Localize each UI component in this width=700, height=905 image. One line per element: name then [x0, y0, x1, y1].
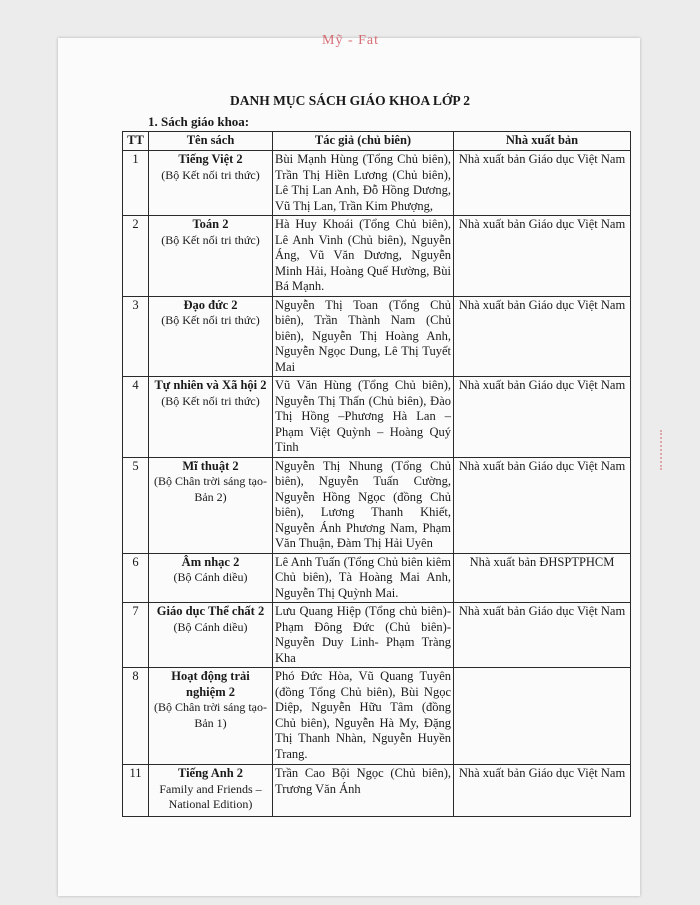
publisher-cell: Nhà xuất bản Giáo dục Việt Nam: [454, 377, 631, 458]
book-series: (Bộ Chân trời sáng tạo-Bản 1): [154, 700, 267, 730]
document-title: DANH MỤC SÁCH GIÁO KHOA LỚP 2: [229, 93, 470, 108]
row-number: 2: [123, 216, 149, 297]
book-series: (Bộ Kết nối tri thức): [161, 393, 260, 408]
authors-cell: Hà Huy Khoái (Tổng Chủ biên), Lê Anh Vinh (Chủ biên), Nguyễn Áng, Vũ Văn Dương, Nguyễn Minh Hải, Hoàng Quế Hường, Bùi Bá Mạnh.: [273, 216, 454, 297]
publisher-cell: Nhà xuất bản Giáo dục Việt Nam: [454, 151, 631, 216]
table-row: [123, 765, 631, 817]
book-name-cell: [149, 296, 273, 377]
book-name-cell: [149, 151, 273, 216]
row-number: 6: [123, 553, 149, 603]
book-title: Giáo dục Thể chất 2: [156, 604, 265, 618]
book-title: Tiếng Anh 2: [177, 766, 244, 780]
row-number: 5: [123, 457, 149, 553]
publisher-cell: Nhà xuất bản Giáo dục Việt Nam: [454, 603, 631, 668]
authors-cell: Phó Đức Hòa, Vũ Quang Tuyên (đồng Tổng Chủ biên), Bùi Ngọc Diệp, Nguyễn Hữu Tâm (đồng Chủ biên), Nguyễn Hà My, Đặng Thị Thanh Nhàn, Nguyễn Huyền Trang.: [273, 668, 454, 765]
book-title: Tự nhiên và Xã hội 2: [154, 378, 267, 392]
book-series: (Bộ Cánh diều): [173, 570, 248, 584]
edge-stamp-mark: [660, 430, 666, 470]
book-name-cell: [149, 603, 273, 668]
book-name-cell: [149, 553, 273, 603]
book-name-cell: [149, 377, 273, 458]
authors-cell: Vũ Văn Hùng (Tổng Chủ biên), Nguyễn Thị Thấn (Chủ biên), Đào Thị Hồng –Phương Hà Lan – Phạm Việt Quỳnh – Hoàng Quý Tỉnh: [273, 377, 454, 458]
authors-cell: Nguyễn Thị Toan (Tổng Chủ biên), Trần Thành Nam (Chủ biên), Nguyễn Thị Hoàng Anh, Nguyễn Ngọc Dung, Lê Thị Tuyết Mai: [273, 296, 454, 377]
row-number: 1: [123, 151, 149, 216]
table-row: [123, 603, 631, 668]
table-row: [123, 296, 631, 377]
table-row: [123, 457, 631, 553]
publisher-cell: [454, 668, 631, 765]
book-title: Tiếng Việt 2: [178, 152, 243, 166]
book-title: Đạo đức 2: [183, 297, 238, 312]
header-book-name: Tên sách: [149, 132, 273, 151]
authors-cell: Trần Cao Bội Ngọc (Chủ biên), Trương Văn Ánh: [273, 765, 454, 817]
publisher-cell: Nhà xuất bản Giáo dục Việt Nam: [454, 216, 631, 297]
table-row: [123, 216, 631, 297]
authors-cell: Lưu Quang Hiệp (Tổng chủ biên)- Phạm Đông Đức (Chủ biên)- Nguyễn Duy Linh- Phạm Tràng Kha: [273, 603, 454, 668]
textbook-table: [122, 131, 631, 817]
authors-cell: Lê Anh Tuấn (Tổng Chủ biên kiêm Chủ biên), Tà Hoàng Mai Anh, Nguyễn Thị Quỳnh Mai.: [273, 553, 454, 603]
row-number: 7: [123, 603, 149, 668]
section-heading: 1. Sách giáo khoa:: [148, 114, 250, 129]
table-row: [123, 377, 631, 458]
book-title: Hoạt động trải nghiệm 2: [171, 669, 250, 699]
publisher-cell: Nhà xuất bản ĐHSPTPHCM: [454, 553, 631, 603]
book-series: (Bộ Kết nối tri thức): [161, 167, 260, 182]
book-name-cell: [149, 216, 273, 297]
table-row: [123, 553, 631, 603]
table-row: [123, 151, 631, 216]
row-number: 11: [123, 765, 149, 817]
publisher-cell: Nhà xuất bản Giáo dục Việt Nam: [454, 765, 631, 817]
table-row: [123, 668, 631, 765]
book-name-cell: [149, 457, 273, 553]
book-title: Âm nhạc 2: [181, 554, 240, 569]
table-header-row: [123, 132, 631, 151]
header-authors: Tác giả (chủ biên): [273, 132, 454, 151]
book-title: Mĩ thuật 2: [182, 458, 239, 473]
authors-cell: Bùi Mạnh Hùng (Tổng Chủ biên), Trần Thị Hiền Lương (Chủ biên), Lê Thị Lan Anh, Đỗ Hồng Dương, Vũ Thị Lan, Trần Kim Phượng,: [273, 151, 454, 216]
book-series: (Bộ Cánh diều): [173, 619, 248, 634]
book-series: (Bộ Kết nối tri thức): [161, 313, 260, 327]
book-series: Family and Friends – National Edition): [159, 781, 262, 811]
book-name-cell: [149, 668, 273, 765]
row-number: 4: [123, 377, 149, 458]
book-series: (Bộ Chân trời sáng tạo-Bản 2): [154, 474, 267, 504]
publisher-cell: Nhà xuất bản Giáo dục Việt Nam: [454, 296, 631, 377]
publisher-cell: Nhà xuất bản Giáo dục Việt Nam: [454, 457, 631, 553]
row-number: 8: [123, 668, 149, 765]
book-series: (Bộ Kết nối tri thức): [161, 232, 260, 247]
row-number: 3: [123, 296, 149, 377]
book-title: Toán 2: [192, 217, 229, 231]
red-stamp-mark: Mỹ - Fat: [322, 33, 379, 48]
book-name-cell: [149, 765, 273, 817]
header-tt: TT: [123, 132, 149, 151]
header-publisher: Nhà xuất bản: [454, 132, 631, 151]
authors-cell: Nguyễn Thị Nhung (Tổng Chủ biên), Nguyễn Tuấn Cường, Nguyễn Hồng Ngọc (đồng Chủ biên), Lương Thanh Khiết, Nguyễn Ánh Phương Nam, Phạm Văn Thuận, Đàm Thị Hải Uyên: [273, 457, 454, 553]
